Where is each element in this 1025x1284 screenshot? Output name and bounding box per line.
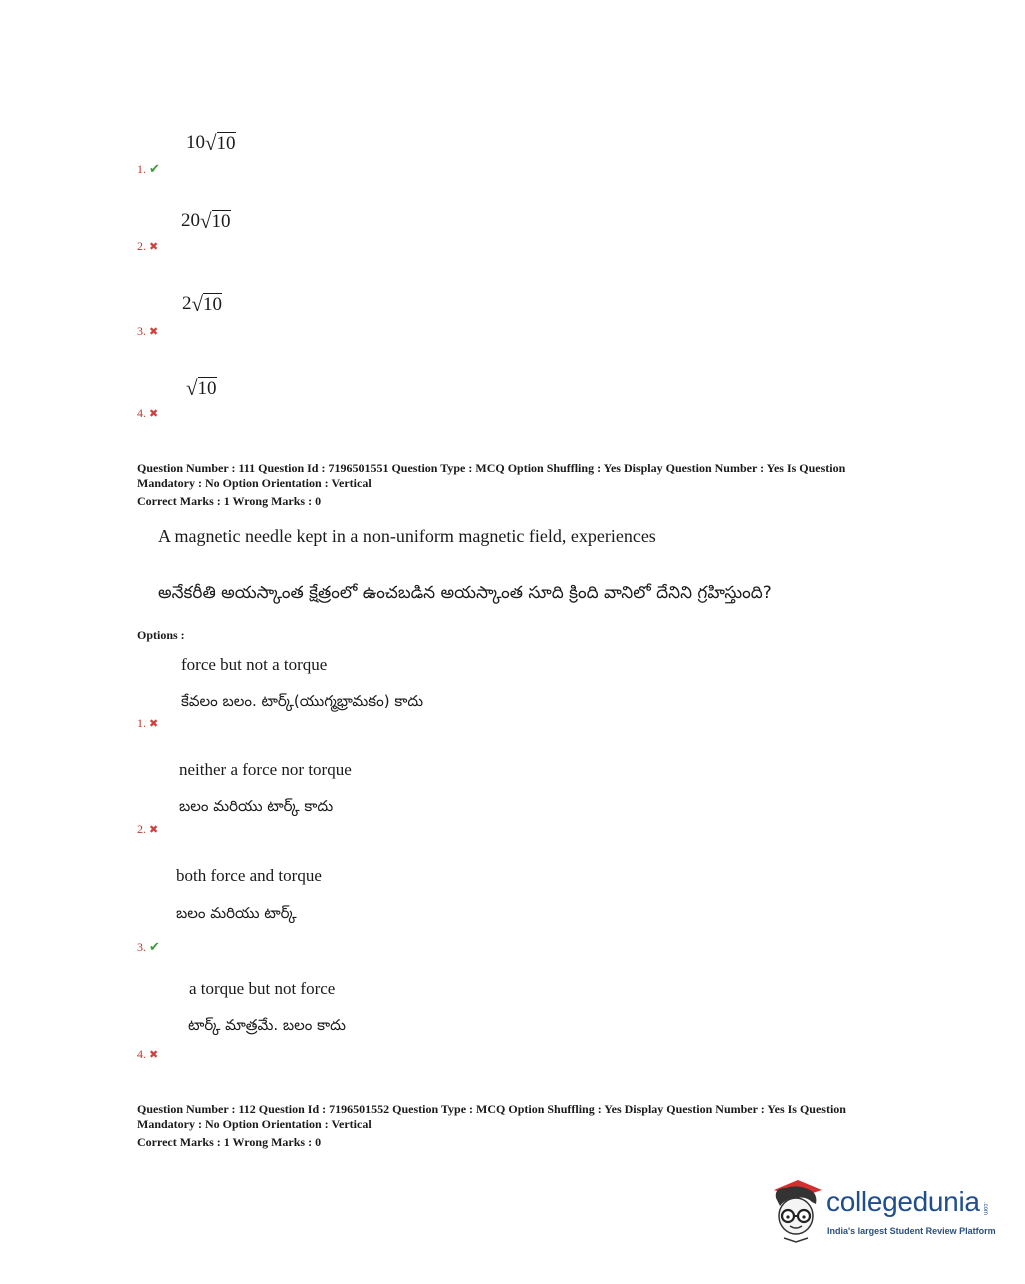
question-112-meta: Question Number : 112 Question Id : 7196501552 Question Type : MCQ Option Shuffling : Yes Display Question Number : Yes Is Question Mandatory : No Option Orientation : Vertical Correct Marks : 1 Wrong Marks : 0: [137, 1102, 846, 1149]
option-text-telugu: కేవలం బలం. టార్క్(యుగ్మభ్రామకం) కాదు: [181, 692, 424, 710]
collegedunia-logo: [766, 1176, 996, 1246]
logo-domain-suffix: .com: [982, 1202, 988, 1216]
checkmark-icon: ✔: [149, 161, 160, 176]
math-coefficient: 2: [182, 293, 192, 314]
cross-icon: ✖: [149, 718, 159, 730]
option-number: 1. ✖: [137, 716, 159, 730]
options-label: Options :: [137, 628, 185, 642]
cross-icon: ✖: [149, 408, 159, 420]
cross-icon: ✖: [149, 326, 159, 338]
option-number: 4. ✖: [137, 406, 159, 420]
student-mascot-icon: [766, 1176, 826, 1246]
logo-wordmark: collegedunia: [826, 1186, 980, 1217]
question-stem-english: A magnetic needle kept in a non-uniform magnetic field, experiences: [158, 526, 656, 546]
cross-icon: ✖: [149, 241, 159, 253]
math-expression: [181, 210, 231, 232]
option-text-english: both force and torque: [176, 866, 322, 885]
option-text-telugu: బలం మరియు టార్క్: [176, 904, 297, 922]
math-expression: [186, 132, 236, 154]
question-meta: Question Number : 111 Question Id : 7196501551 Question Type : MCQ Option Shuffling : Yes Display Question Number : Yes Is Question Mandatory : No Option Orientation : Vertical Correct Marks : 1 Wrong Marks : 0: [137, 461, 846, 508]
math-coefficient: 20: [181, 210, 200, 231]
cross-icon: ✖: [149, 1049, 159, 1061]
sqrt-symbol: √ 10: [191, 292, 223, 316]
math-expression: [182, 293, 222, 315]
option-number: 2. ✖: [137, 822, 159, 836]
option-text-english: a torque but not force: [189, 979, 336, 998]
logo-tagline: India's largest Student Review Platform: [827, 1226, 996, 1236]
option-number: 4. ✖: [137, 1047, 159, 1061]
option-text-telugu: టార్క్ మాత్రమే. బలం కాదు: [188, 1016, 346, 1034]
option-text-english: neither a force nor torque: [179, 760, 352, 779]
option-number: 1. ✔: [137, 161, 160, 176]
math-expression: [186, 377, 217, 399]
sqrt-symbol: √ 10: [205, 131, 236, 155]
question-stem-telugu: అనేకరీతి అయస్కాంత క్షేత్రంలో ఉంచబడిన అయస్కాంత సూది క్రింది వానిలో దేనిని గ్రహిస్తుంది?: [158, 583, 772, 603]
option-number: 3. ✔: [137, 939, 160, 954]
checkmark-icon: ✔: [149, 939, 160, 954]
cross-icon: ✖: [149, 824, 159, 836]
option-text-english: force but not a torque: [181, 655, 328, 674]
math-coefficient: 10: [186, 132, 205, 153]
sqrt-symbol: √ 10: [186, 375, 217, 400]
option-text-telugu: బలం మరియు టార్క్ కాదు: [179, 797, 334, 815]
option-number: 2. ✖: [137, 239, 159, 253]
sqrt-symbol: √ 10: [200, 209, 231, 233]
option-number: 3. ✖: [137, 324, 159, 338]
